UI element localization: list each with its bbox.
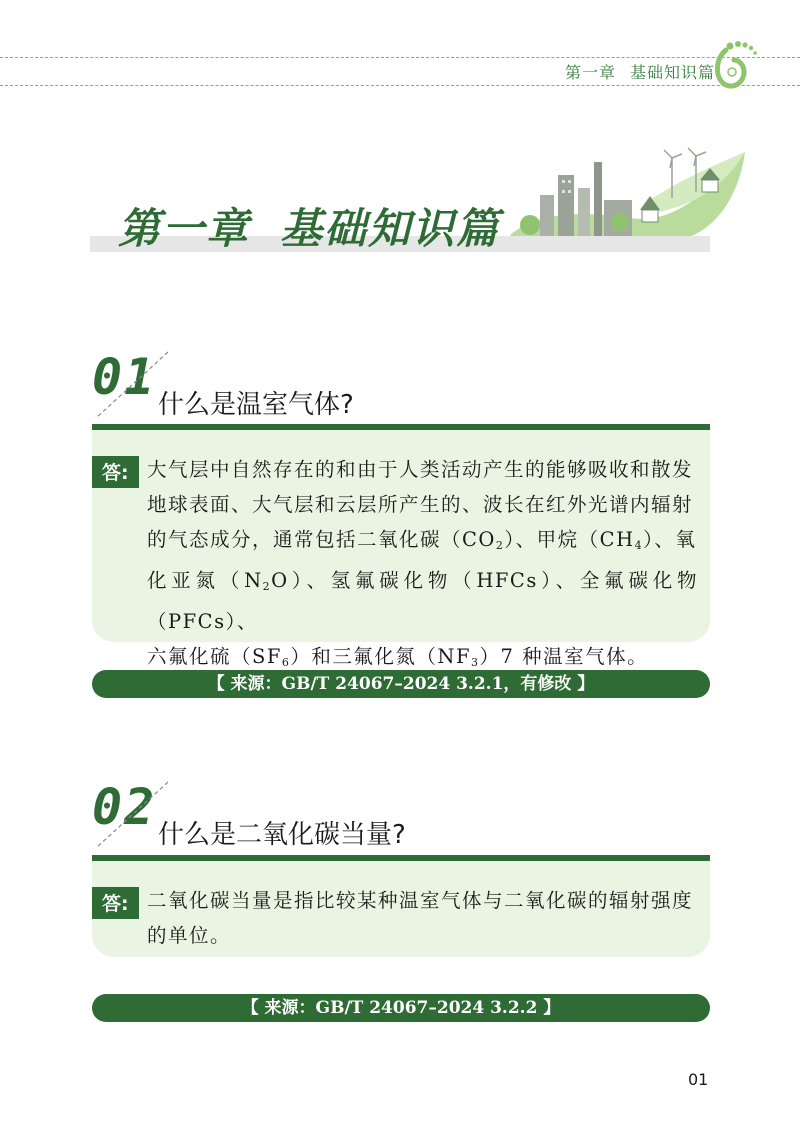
answer-line: 六氟化硫$(SF_6)$和三氟化氮$(NF_3)7$ 种温室气体。 (147, 645, 649, 669)
running-header-section: 基础知识篇 (630, 63, 716, 82)
question-1-answer-box (92, 430, 710, 669)
answer-line: 化亚氮$(N_2O)$、氢氟碳化物（HFCs）、全氟碳化物（PFCs）、 (147, 569, 698, 633)
answer-line: 的气态成分，通常包括二氧化碳$(CO_2)$、甲烷$(CH_4)$、氧 (147, 528, 697, 552)
chapter-title-section: 基础知识篇 (280, 204, 501, 253)
question-1-answer-label: 答: (92, 456, 139, 488)
answer-line: 大气层中自然存在的和由于人类活动产生的能够吸收和散发 (147, 458, 694, 481)
question-1-source: 【 来源：GB/T 24067–2024 3.2.1，有修改 】 (92, 670, 710, 698)
question-2-number: 02 (92, 778, 157, 836)
question-2-title: 什么是二氧化碳当量? (158, 820, 406, 850)
answer-line: 二氧化碳当量是指比较某种温室气体与二氧化碳的辐射强度 (147, 889, 694, 912)
answer-line: 的单位。 (147, 924, 232, 947)
question-1-answer-text (147, 452, 698, 680)
green-city-illustration (500, 140, 750, 245)
header-top-rule (0, 57, 800, 58)
footprint-logo-icon (712, 38, 762, 90)
question-2-answer-box (92, 861, 710, 957)
running-header (565, 60, 729, 83)
question-1-title: 什么是温室气体? (158, 390, 354, 420)
page-number: 01 (688, 1070, 709, 1089)
chapter-title (118, 196, 500, 256)
question-2-answer-text (147, 883, 698, 953)
question-2-answer-label: 答: (92, 887, 139, 919)
question-2-source: 【 来源：GB/T 24067–2024 3.2.2 】 (92, 994, 710, 1022)
question-1-number: 01 (92, 348, 157, 406)
chapter-title-chapter: 第一章 (118, 204, 251, 253)
running-header-chapter: 第一章 (565, 63, 617, 82)
header-bottom-rule (0, 85, 800, 86)
answer-line: 地球表面、大气层和云层所产生的、波长在红外光谱内辐射 (147, 493, 694, 516)
